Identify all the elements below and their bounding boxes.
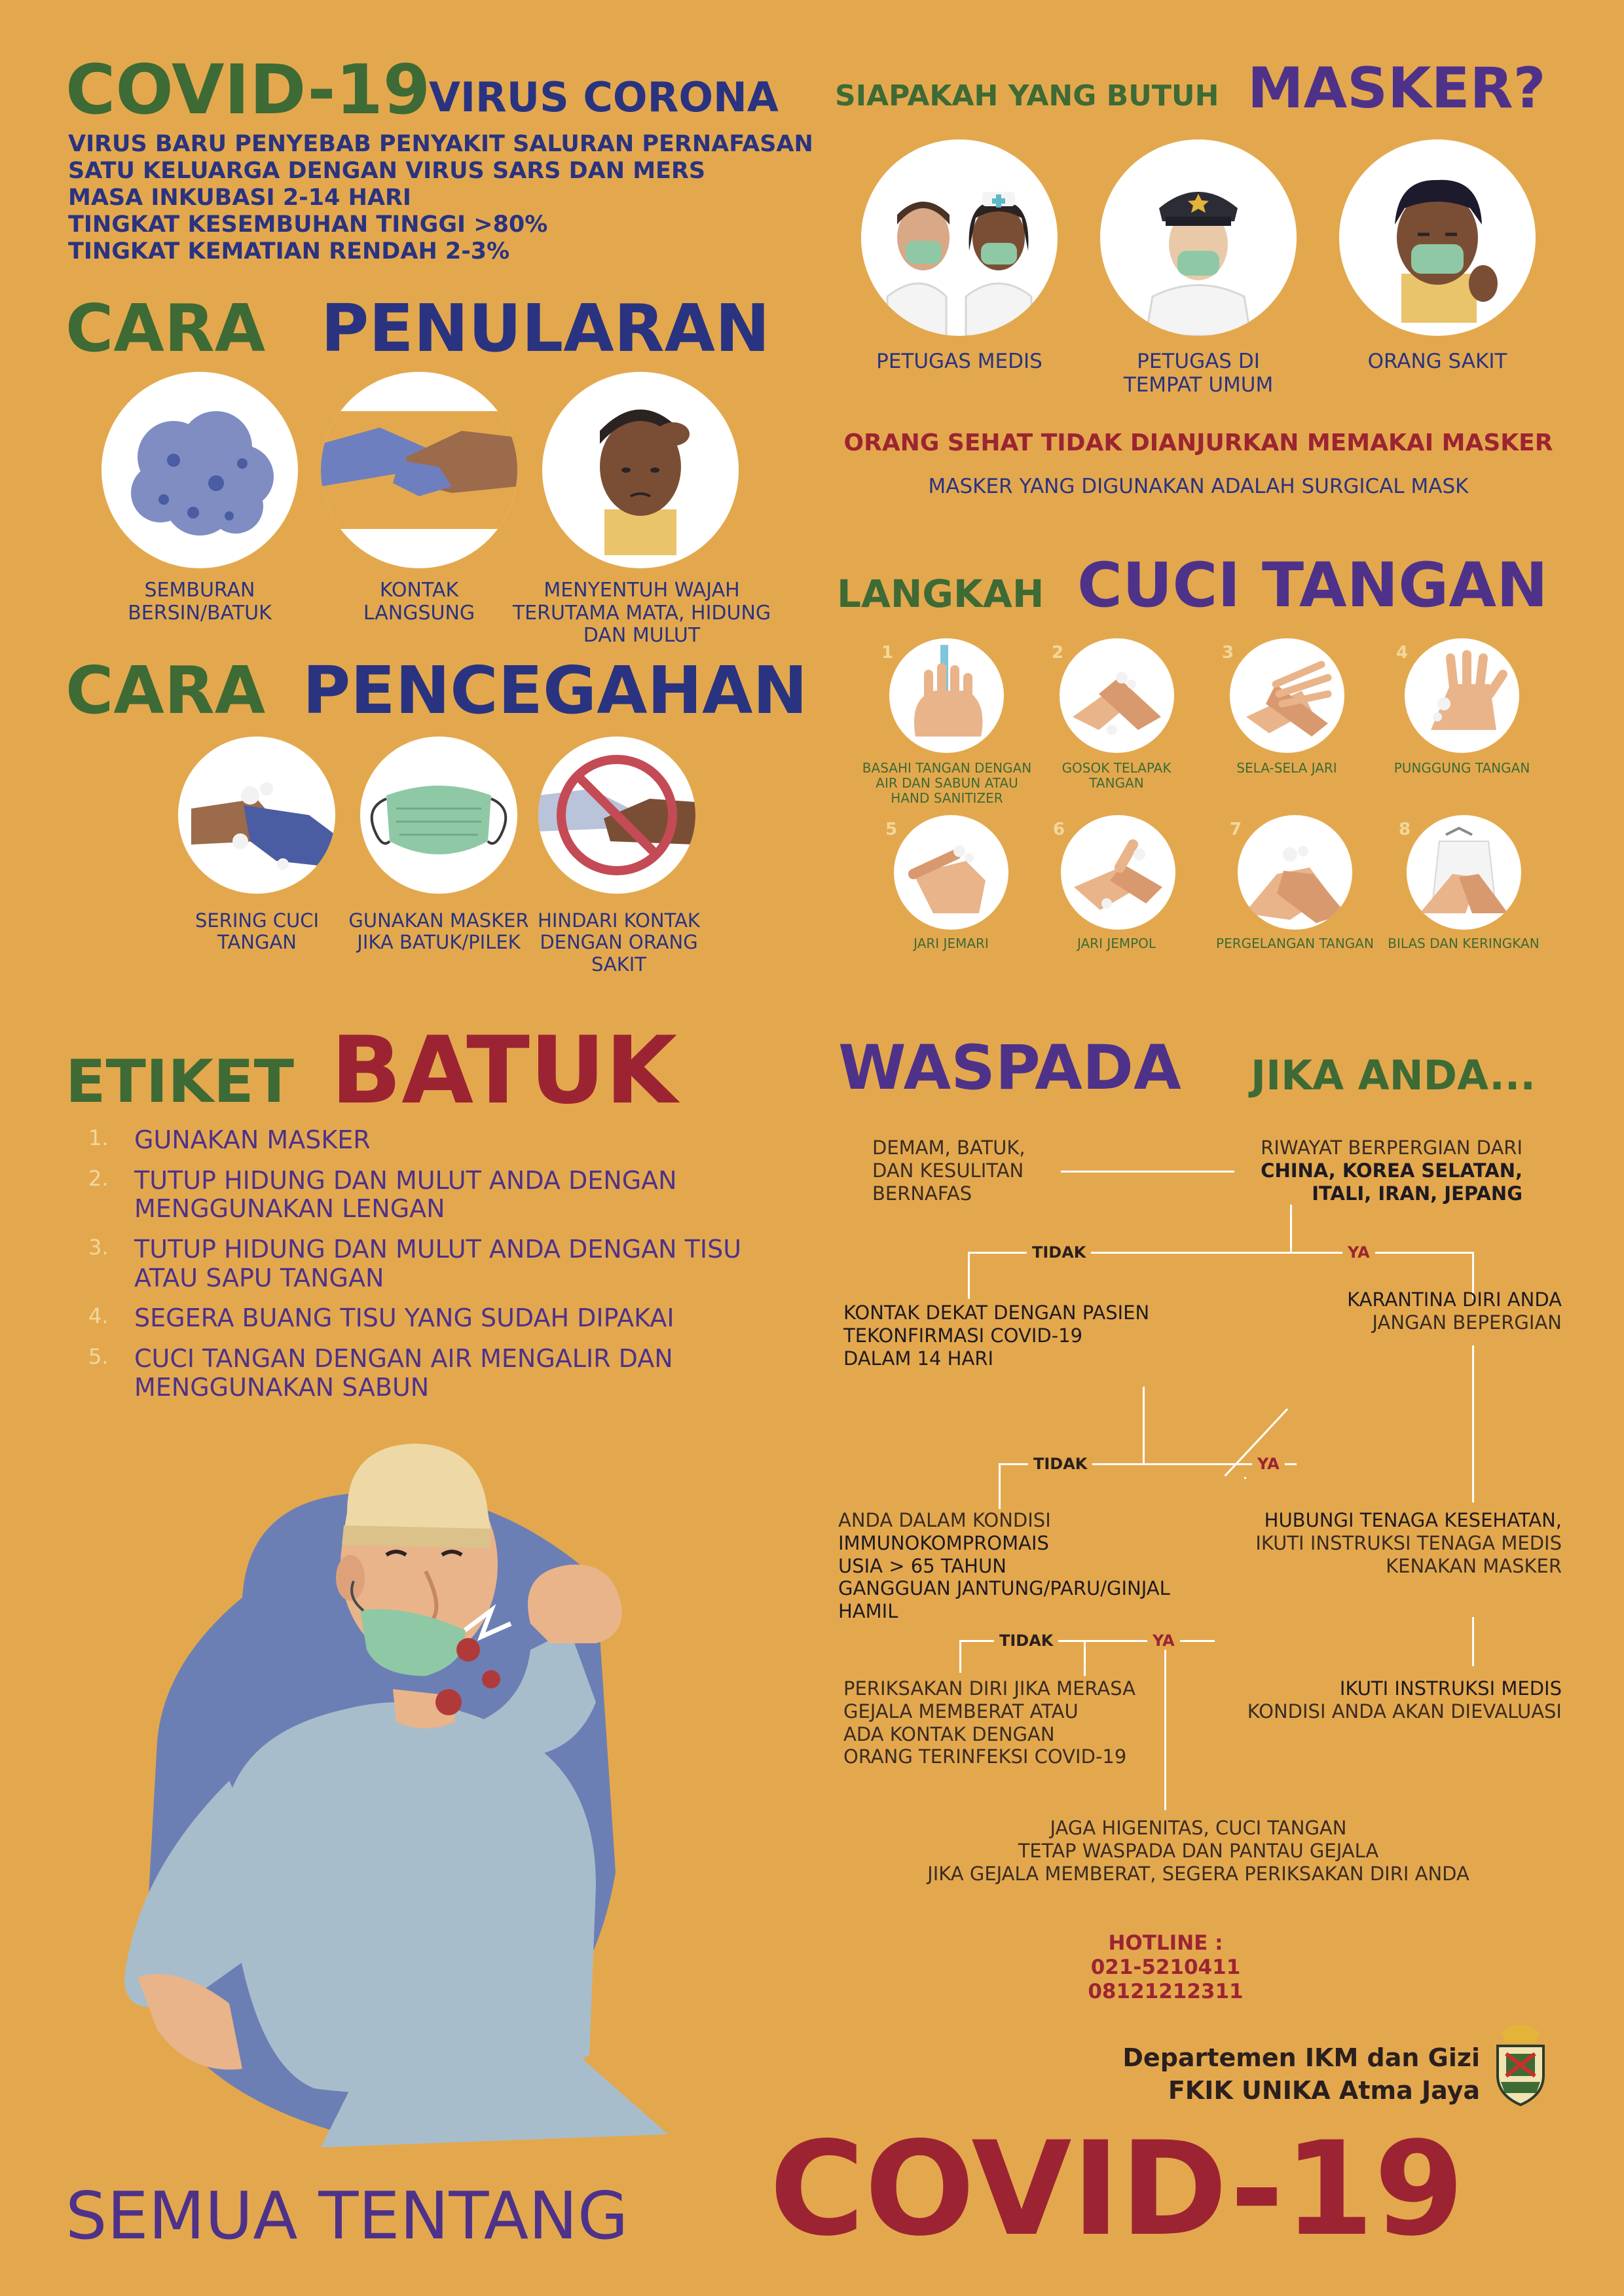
flow-connector — [1472, 1617, 1474, 1666]
flow-follow-medical: IKUTI INSTRUKSI MEDIS KONDISI ANDA AKAN DIEVALUASI — [1247, 1677, 1562, 1722]
coughing-man-illustration — [98, 1414, 740, 2147]
flow-self-check: PERIKSAKAN DIRI JIKA MERASA GEJALA MEMBERAT ATAU ADA KONTAK DENGAN ORANG TERINFEKSI COVID-19 — [843, 1677, 1135, 1768]
between-fingers-icon — [1230, 638, 1344, 753]
step-caption-3: SELA-SELA JARI — [1236, 760, 1337, 776]
pencegahan-caption-1: SERING CUCI TANGAN — [194, 909, 320, 954]
covid-facts — [68, 131, 854, 265]
step-caption-1: BASAHI TANGAN DENGAN AIR DAN SABUN ATAU HAND SANITIZER — [862, 760, 1032, 806]
list-item: 1. GUNAKAN MASKER — [88, 1125, 371, 1154]
hotline — [1041, 1931, 1290, 2004]
flow-no-label: TIDAK — [1028, 1455, 1092, 1473]
organization — [1080, 2041, 1480, 2107]
flow-connector — [1244, 1477, 1246, 1479]
step-caption-2: GOSOK TELAPAK TANGAN — [1061, 760, 1172, 791]
flow-yes-label: YA — [1147, 1631, 1180, 1650]
waspada-title-b: JIKA ANDA... — [1251, 1051, 1536, 1099]
flow-no-label: TIDAK — [994, 1631, 1058, 1650]
step-caption-4: PUNGGUNG TANGAN — [1393, 760, 1530, 776]
fingertips-icon — [894, 815, 1008, 930]
virus-cloud-icon — [101, 372, 298, 568]
flow-connector — [1472, 1345, 1474, 1503]
rub-palms-icon — [1060, 638, 1174, 753]
waspada-title-a: WASPADA — [838, 1032, 1181, 1104]
no-handshake-icon — [538, 737, 695, 894]
penularan-caption-3: MENYENTUH WAJAH TERUTAMA MATA, HIDUNG DAN MULUT — [512, 579, 771, 647]
handshake-icon — [321, 372, 517, 568]
masker-title-a: SIAPAKAH YANG BUTUH — [835, 79, 1219, 113]
flow-close-contact: KONTAK DEKAT DENGAN PASIEN TEKONFIRMASI COVID-19 DALAM 14 HARI — [843, 1302, 1150, 1370]
step-number: 5 — [885, 820, 898, 839]
masker-title-b: MASKER? — [1247, 56, 1546, 121]
org-department: Departemen IKM dan Gizi — [1122, 2043, 1480, 2072]
fact-line: MASA INKUBASI 2-14 HARI — [68, 185, 411, 211]
medical-staff-icon — [861, 139, 1058, 336]
virus-corona-title: VIRUS CORONA — [429, 73, 779, 121]
step-caption-8: BILAS DAN KERINGKAN — [1388, 936, 1540, 951]
flow-connector — [968, 1252, 970, 1299]
flow-contact-health-worker: HUBUNGI TENAGA KESEHATAN, IKUTI INSTRUKSI TENAGA MEDIS KENAKAN MASKER — [1255, 1509, 1562, 1577]
masker-note: MASKER YANG DIGUNAKAN ADALAH SURGICAL MASK — [928, 475, 1469, 498]
flow-risk-conditions: ANDA DALAM KONDISI IMMUNOKOMPROMAIS USIA > 65 TAHUN GANGGUAN JANTUNG/PARU/GINJAL HAMIL — [838, 1509, 1170, 1623]
sick-person-icon — [1339, 139, 1536, 336]
penularan-caption-1: SEMBURAN BERSIN/BATUK — [128, 579, 272, 625]
washing-hands-icon — [178, 737, 335, 894]
flow-no-label: TIDAK — [1027, 1243, 1091, 1262]
atma-jaya-crest-icon — [1488, 2020, 1553, 2108]
flow-connector — [1084, 1640, 1086, 1676]
rinse-dry-icon — [1407, 815, 1521, 930]
pencegahan-title-a: CARA — [65, 652, 266, 729]
covid-title: COVID-19 — [65, 50, 431, 130]
fact-line: VIRUS BARU PENYEBAB PENYAKIT SALURAN PERNAFASAN — [68, 131, 813, 157]
face-mask-icon — [360, 737, 517, 894]
pencegahan-caption-2: GUNAKAN MASKER JIKA BATUK/PILEK — [348, 909, 529, 954]
sick-face-icon — [542, 372, 739, 568]
flow-connector — [1061, 1171, 1234, 1173]
fact-line: TINGKAT KESEMBUHAN TINGGI >80% — [68, 211, 548, 238]
masker-caption-1: PETUGAS MEDIS — [876, 350, 1043, 373]
public-officer-icon — [1100, 139, 1297, 336]
flow-quarantine: KARANTINA DIRI ANDA JANGAN BEPERGIAN — [1347, 1288, 1562, 1334]
wet-hands-icon — [889, 638, 1004, 753]
wrist-icon — [1238, 815, 1352, 930]
flow-connector — [1290, 1205, 1292, 1252]
list-item: 5. CUCI TANGAN DENGAN AIR MENGALIR DAN MENGGUNAKAN SABUN — [88, 1344, 673, 1402]
step-number: 8 — [1399, 820, 1411, 839]
flow-connector — [999, 1463, 1001, 1509]
hotline-phone-2[interactable]: 08121212311 — [1088, 1980, 1244, 2003]
pencegahan-title-b: PENCEGAHAN — [303, 652, 808, 729]
masker-caption-2: PETUGAS DI TEMPAT UMUM — [1123, 350, 1274, 397]
flow-travel-history: RIWAYAT BERPERGIAN DARI CHINA, KOREA SELATAN, ITALI, IRAN, JEPANG — [1261, 1137, 1522, 1205]
step-caption-5: JARI JEMARI — [913, 936, 989, 951]
hotline-phone-1[interactable]: 021-5210411 — [1090, 1956, 1241, 1979]
flow-yes-label: YA — [1342, 1243, 1375, 1262]
etiket-list — [65, 1126, 786, 1414]
flow-yes-label: YA — [1252, 1455, 1285, 1473]
step-number: 2 — [1052, 643, 1064, 663]
back-of-hand-icon — [1405, 638, 1519, 753]
org-faculty: FKIK UNIKA Atma Jaya — [1168, 2076, 1480, 2105]
step-number: 3 — [1222, 643, 1234, 663]
list-item: 4. SEGERA BUANG TISU YANG SUDAH DIPAKAI — [88, 1303, 674, 1333]
fact-line: TINGKAT KEMATIAN RENDAH 2-3% — [68, 238, 510, 264]
step-caption-6: JARI JEMPOL — [1077, 936, 1156, 951]
footer-covid: COVID-19 — [769, 2113, 1464, 2265]
etiket-title-a: ETIKET — [65, 1048, 294, 1116]
penularan-caption-2: KONTAK LANGSUNG — [363, 579, 475, 625]
step-number: 4 — [1396, 643, 1409, 663]
flow-final-advice: JAGA HIGENITAS, CUCI TANGAN TETAP WASPADA DAN PANTAU GEJALA JIKA GEJALA MEMBERAT, SEGERA PERIKSAKAN DIRI ANDA — [927, 1817, 1469, 1885]
list-item: 2. TUTUP HIDUNG DAN MULUT ANDA DENGAN MENGGUNAKAN LENGAN — [88, 1165, 677, 1224]
hotline-label: HOTLINE : — [1108, 1931, 1223, 1955]
step-number: 1 — [881, 643, 894, 663]
fact-line: SATU KELUARGA DENGAN VIRUS SARS DAN MERS — [68, 158, 706, 184]
etiket-title-b: BATUK — [331, 1017, 678, 1125]
pencegahan-caption-3: HINDARI KONTAK DENGAN ORANG SAKIT — [538, 909, 700, 975]
step-number: 7 — [1230, 820, 1242, 839]
flow-symptoms: DEMAM, BATUK, DAN KESULITAN BERNAFAS — [872, 1137, 1025, 1205]
step-number: 6 — [1053, 820, 1065, 839]
cuci-title-b: CUCI TANGAN — [1077, 550, 1548, 621]
step-caption-7: PERGELANGAN TANGAN — [1216, 936, 1374, 951]
masker-caption-3: ORANG SAKIT — [1367, 350, 1507, 373]
cuci-title-a: LANGKAH — [837, 572, 1044, 616]
list-item: 3. TUTUP HIDUNG DAN MULUT ANDA DENGAN TISU ATAU SAPU TANGAN — [88, 1235, 742, 1292]
penularan-title-a: CARA — [65, 290, 266, 367]
footer-semua-tentang: SEMUA TENTANG — [65, 2178, 629, 2254]
flow-connector — [1143, 1387, 1145, 1465]
thumb-icon — [1061, 815, 1175, 930]
penularan-title-b: PENULARAN — [321, 290, 770, 367]
masker-warning: ORANG SEHAT TIDAK DIANJURKAN MEMAKAI MASKER — [843, 429, 1553, 456]
flow-connector — [959, 1640, 961, 1673]
